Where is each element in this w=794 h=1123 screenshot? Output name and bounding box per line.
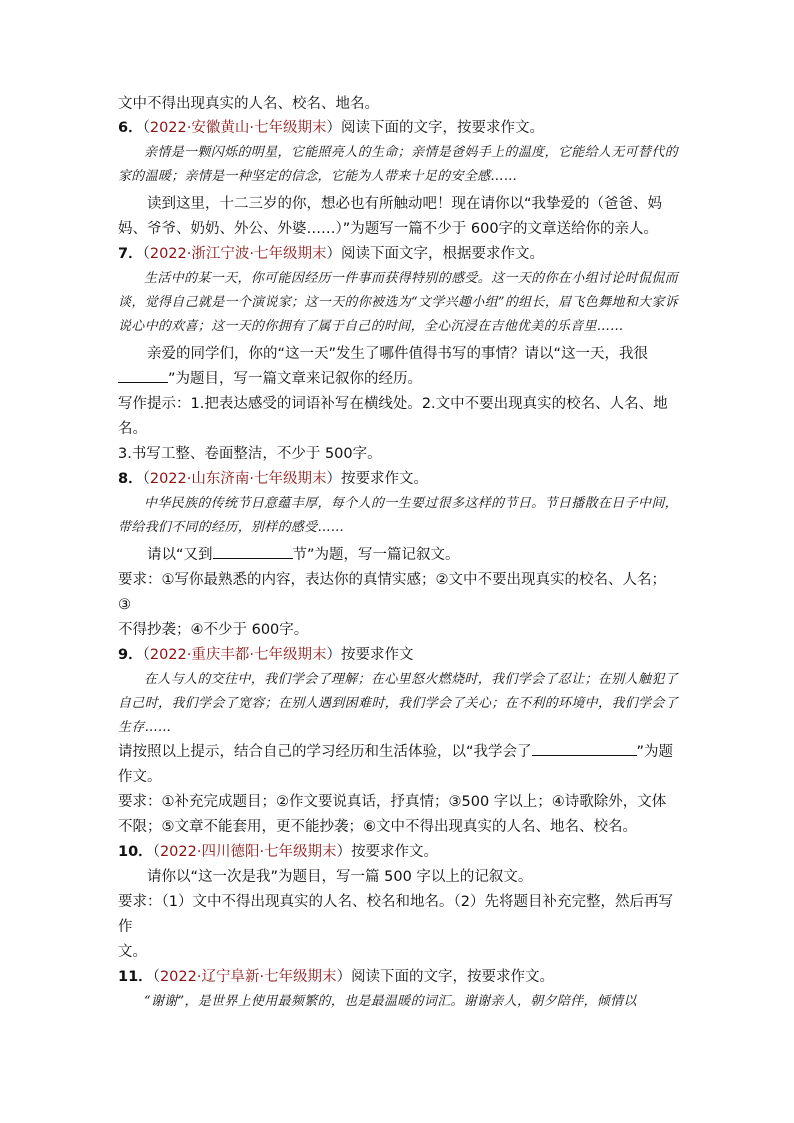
question-7-hint-2: 3.书写工整、卷面整洁，不少于 500字。 <box>118 446 382 462</box>
question-source: 2022·四川德阳·七年级期末 <box>159 844 337 860</box>
question-8-prompt: 请以“又到 节”为题，写一篇记叙文。 <box>118 543 678 568</box>
document-page <box>118 93 678 1014</box>
question-task: 按要求作文。 <box>340 471 428 487</box>
question-10-req-2: 文。 <box>118 944 147 960</box>
question-6-heading: 6．（2022·安徽黄山·七年级期末）阅读下面的文字，按要求作文。 <box>118 120 544 136</box>
question-7-heading: 7．（2022·浙江宁波·七年级期末）阅读下面文字，根据要求作文。 <box>118 246 544 262</box>
question-6-prompt: 读到这里，十二三岁的你，想必也有所触动吧！现在请你以“我挚爱的（爸爸、妈妈、爷爷、奶奶、外公、外婆……）”为题写一篇不少于 600字的文章送给你的亲人。 <box>118 196 663 237</box>
question-9-req-2: 不限；⑤文章不能套用，更不能抄袭；⑥文中不得出现真实的人名、地名、校名。 <box>118 819 637 835</box>
question-11-quote: “谢谢”，是世界上使用最频繁的，也是最温暖的词汇。谢谢亲人，朝夕陪伴，倾情以 <box>144 994 637 1009</box>
question-10-prompt: 请你以“这一次是我”为题目，写一篇 500 字以上的记叙文。 <box>147 869 533 885</box>
top-line: 文中不得出现真实的人名、校名、地名。 <box>118 96 379 112</box>
question-9-heading: 9．（2022·重庆丰都·七年级期末）按要求作文 <box>118 647 414 663</box>
question-task: 按要求作文。 <box>351 844 439 860</box>
question-number: 9． <box>118 647 143 663</box>
question-7-quote: 生活中的某一天，你可能因经历一件事而获得特别的感受。这一天的你在小组讨论时侃侃而谈，觉得自己就是一个演说家；这一天的你被选为“文学兴趣小组”的组长，眉飞色舞地和大家诉说心中的欢喜；这一天的你拥有了属于自己的时间，全心沉浸在吉他优美的乐音里…… <box>118 271 678 334</box>
question-9-quote: 在人与人的交往中，我们学会了理解；在心里怒火燃烧时，我们学会了忍让；在别人触犯了自己时，我们学会了宽容；在别人遇到困难时，我们学会了关心；在不利的环境中，我们学会了生存…… <box>118 672 678 735</box>
question-task: 阅读下面的文字，按要求作文。 <box>351 969 555 985</box>
question-9-req-1: 要求：①补充完成题目；②作文要说真话，抒真情；③500 字以上；④诗歌除外，文体 <box>118 794 667 810</box>
question-source: 2022·辽宁阜新·七年级期末 <box>159 969 337 985</box>
question-number: 8． <box>118 471 143 487</box>
question-task: 阅读下面文字，根据要求作文。 <box>340 246 544 262</box>
question-task: 按要求作文 <box>340 647 414 663</box>
question-number: 6． <box>118 120 143 136</box>
question-number: 10． <box>118 844 153 860</box>
question-8-req-1: 要求：①写你最熟悉的内容，表达你的真情实感；②文中不要出现真实的校名、人名；③ <box>118 572 666 613</box>
question-7-prompt: 亲爱的同学们，你的“这一天”发生了哪件值得书写的事情？请以“这一天，我很”为题目，写一篇文章来记叙你的经历。 <box>118 342 678 392</box>
question-source: 2022·山东济南·七年级期末 <box>149 471 327 487</box>
question-task: 阅读下面的文字，按要求作文。 <box>340 120 544 136</box>
question-10-req-1: 要求：（1）文中不得出现真实的人名、校名和地名。（2）先将题目补充完整，然后再写作 <box>118 894 673 935</box>
question-number: 7． <box>118 246 143 262</box>
question-8-quote: 中华民族的传统节日意蕴丰厚，每个人的一生要过很多这样的节日。节日播散在日子中间，带给我们不同的经历，别样的感受…… <box>118 496 678 535</box>
fill-blank <box>532 741 637 756</box>
question-source: 2022·浙江宁波·七年级期末 <box>149 246 327 262</box>
question-source: 2022·安徽黄山·七年级期末 <box>149 120 327 136</box>
question-11-heading: 11．（2022·辽宁阜新·七年级期末）阅读下面的文字，按要求作文。 <box>118 969 555 985</box>
question-source: 2022·重庆丰都·七年级期末 <box>149 647 327 663</box>
question-10-heading: 10．（2022·四川德阳·七年级期末）按要求作文。 <box>118 844 439 860</box>
question-6-quote: 亲情是一颗闪烁的明星，它能照亮人的生命；亲情是爸妈手上的温度，它能给人无可替代的家的温暖；亲情是一种坚定的信念，它能为人带来十足的安全感…… <box>118 145 678 184</box>
fill-blank <box>118 368 168 383</box>
question-7-hint-1: 写作提示：1.把表达感受的词语补写在横线处。2.文中不要出现真实的校名、人名、地名。 <box>118 396 668 437</box>
question-9-prompt: 请按照以上提示，结合自己的学习经历和生活体验，以“我学会了 ”为题作文。 <box>118 740 678 790</box>
fill-blank <box>213 544 293 559</box>
question-8-req-2: 不得抄袭；④不少于 600字。 <box>118 622 309 638</box>
question-number: 11． <box>118 969 153 985</box>
question-8-heading: 8．（2022·山东济南·七年级期末）按要求作文。 <box>118 471 428 487</box>
